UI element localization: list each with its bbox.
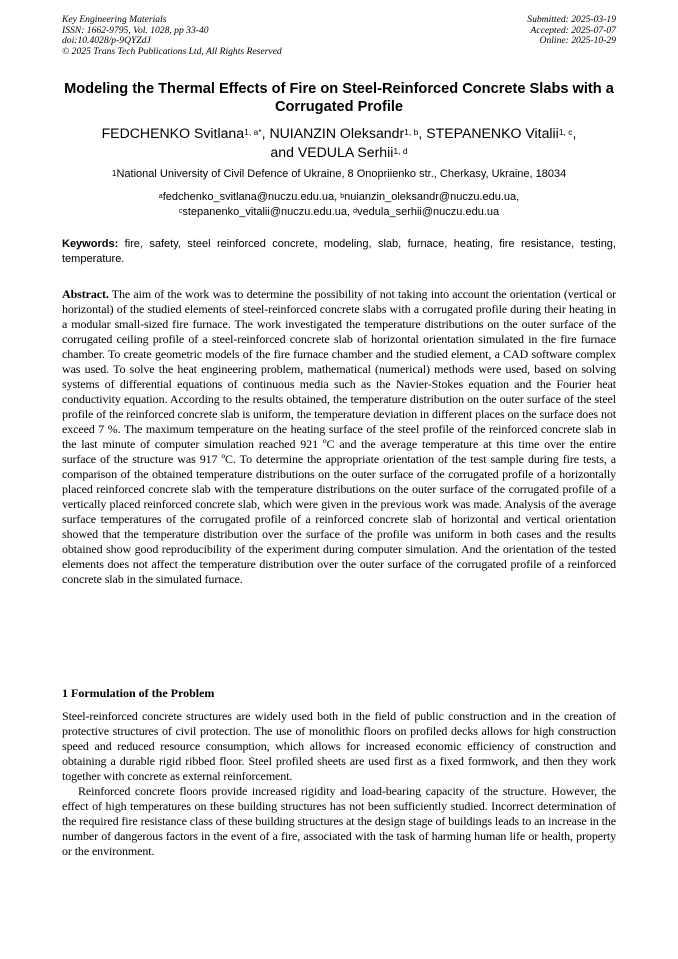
doi-line: doi:10.4028/p-9QYZdJ (62, 35, 151, 47)
author-list (56, 124, 622, 161)
issn-line: ISSN: 1662-9795, Vol. 1028, pp 33-40 (62, 24, 209, 36)
author-4: and VEDULA Serhii$^{1, d}$ (270, 143, 408, 160)
abstract-text: The aim of the work was to determine the possibility of not taking into account the orientation (vertical or horizontal) of the studied elements of steel-reinforced concrete slabs with a corrugated profile during their heating in a modular small-sized fire furnace. The work investigated the temperature distributions on the outer surface of the corrugated ceiling profile of a steel-reinforced concrete slab of horizontal orientation simulated in the fire furnace chamber. To create geometric models of the fire furnace chamber and the studied element, a CAD software complex was used. To solve the heat engineering problem, mathematical (numerical) methods were used, based on solving systems of differential equations of continuous media such as the Navier-Stokes equation and the Fourier heat conductivity equation. According to the results obtained, the temperature distribution on the outer surface of the steel profile of the reinforced concrete slab is uniform, the temperature deviation in different places on the surface does not exceed 7 %. The maximum temperature on the heating surface of the steel profile of the reinforced concrete slab in the last minute of computer simulation reached 921 ºC and the average temperature at this time over the entire surface of the structure was 917 ºC. To determine the appropriate orientation of the test sample during fire tests, a comparison of the obtained temperature distributions on the outer surface of the corrugated profile of a horizontally placed reinforced concrete slab with the temperature distributions on the outer surface of the corrugated profile of a vertically placed reinforced concrete slab, which were given in the previous work was made. Analysis of the average surface temperatures of the corrugated profile of a reinforced concrete slab of horizontal and vertical orientation showed that the temperature distribution over the surface of the profile was uniform in both cases and the results obtained show good reproducibility of the experiment during computer simulation. And the orientation of the tested elements does not affect the temperature distribution over the outer surface of the corrugated profile of a reinforced concrete slab in the simulated furnace. (62, 287, 616, 586)
accepted-date: Accepted: 2025-07-07 (530, 24, 616, 36)
section-heading: 1 Formulation of the Problem (62, 686, 215, 700)
email-c[interactable]: $^c$stepanenko_vitalii@nuczu.edu.ua, (178, 206, 354, 218)
online-date: Online: 2025-10-29 (539, 35, 616, 47)
abstract-block (62, 287, 616, 587)
affiliation: $^1$National University of Civil Defence of Ukraine, 8 Onopriienko str., Cherkasy, Ukraine, 18034 (111, 168, 567, 180)
publication-dates (527, 15, 616, 47)
email-a[interactable]: $^a$fedchenko_svitlana@nuczu.edu.ua, (158, 191, 341, 203)
journal-name: Key Engineering Materials (62, 14, 167, 25)
paper-title: Modeling the Thermal Effects of Fire on Steel-Reinforced Concrete Slabs with a Corrugated Profile (64, 81, 614, 115)
keywords-block (62, 237, 616, 267)
paragraph: Steel-reinforced concrete structures are widely used both in the field of public construction and in the creation of protective structures of civil protection. The use of monolithic floors on profiled decks allows for high construction speed and reduced resource consumption, which allows for increased economic efficiency of construction and obtaining a durable rigid ribbed floor. Steel profiled sheets are used first as a fixed formwork, and then they work together with concrete as external reinforcement. (62, 709, 616, 783)
keywords-label: Keywords: (62, 238, 119, 250)
copyright-line: © 2025 Trans Tech Publications Ltd, All Rights Reserved (62, 45, 282, 57)
email-b[interactable]: $^b$nuianzin_oleksandr@nuczu.edu.ua, (340, 191, 520, 203)
author-1: FEDCHENKO Svitlana$^{1, a*}$, (101, 125, 270, 141)
publication-info (62, 15, 282, 57)
author-3: STEPANENKO Vitalii$^{1, c}$, (426, 125, 577, 141)
author-emails (40, 190, 638, 220)
email-d[interactable]: $^d$vedula_serhii@nuczu.edu.ua (353, 206, 500, 218)
section-body (62, 709, 616, 859)
author-2: NUIANZIN Oleksandr$^{1, b}$, (269, 125, 427, 141)
abstract-label: Abstract. (62, 287, 109, 301)
paragraph: Reinforced concrete floors provide increased rigidity and load-bearing capacity of the structure. However, the effect of high temperatures on these building structures has not been sufficiently studied. Incorrect determination of the required fire resistance class of these building structures at the design stage of buildings leads to an increase in the number of dangerous factors in the event of a fire, associated with the task of harming human life or health, property or the environment. (62, 784, 616, 858)
submitted-date: Submitted: 2025-03-19 (527, 14, 616, 25)
keywords-text: fire, safety, steel reinforced concrete, modeling, slab, furnace, heating, fire resistance, testing, temperature. (62, 238, 616, 265)
